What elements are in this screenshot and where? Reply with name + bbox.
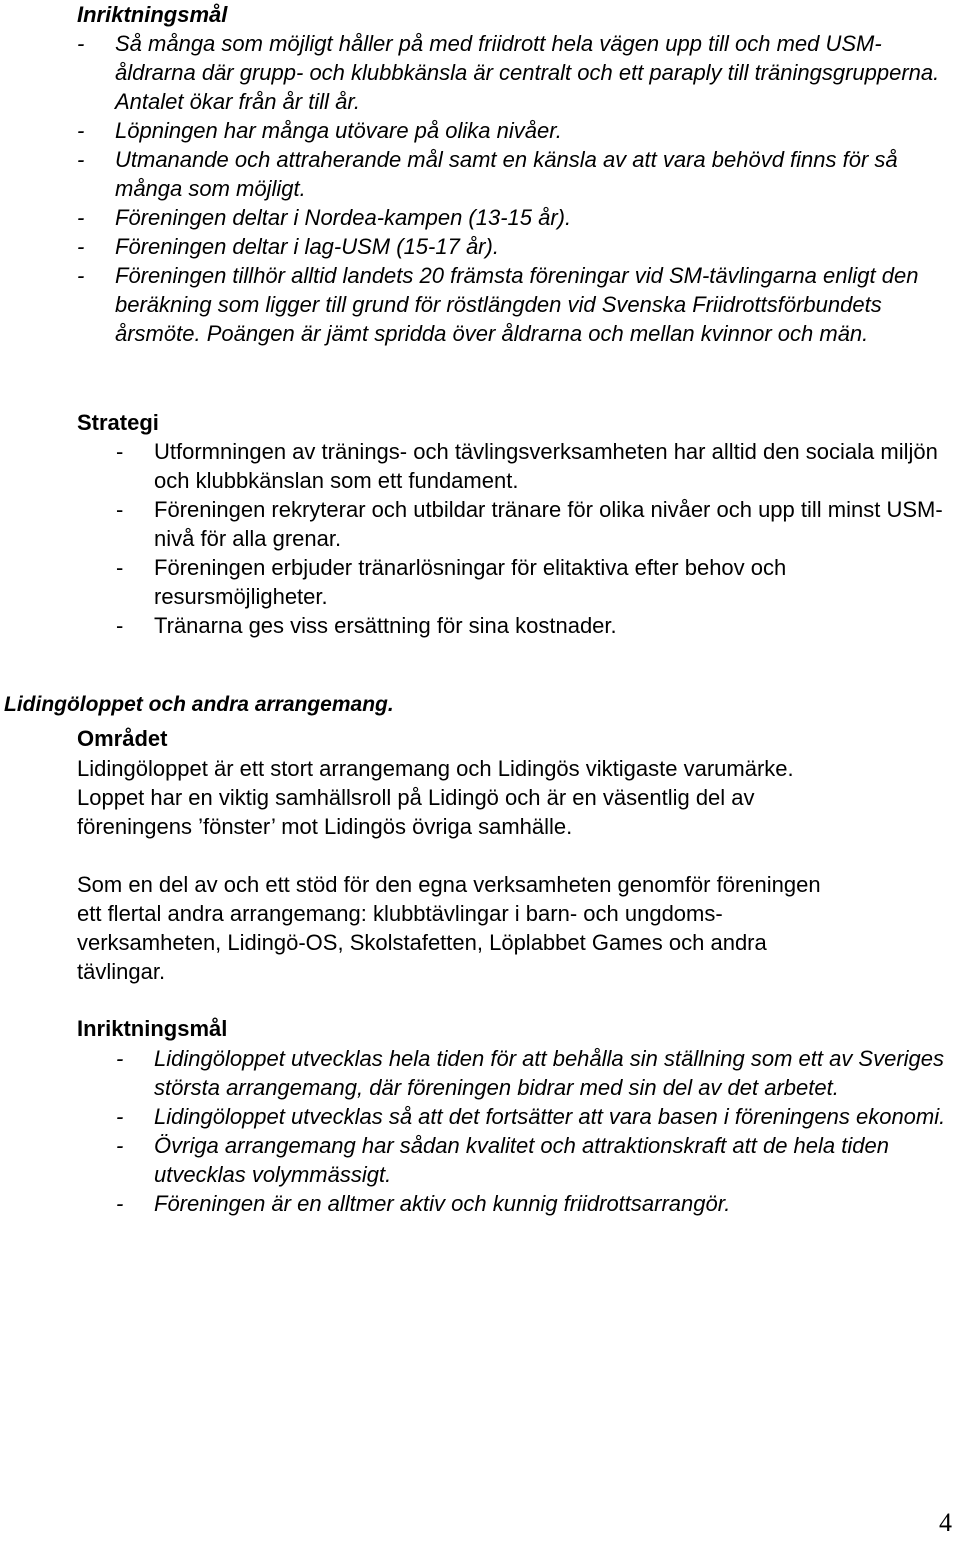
paragraph-line: föreningens ’fönster’ mot Lidingös övriga samhälle.	[77, 814, 573, 839]
list-dash: -	[116, 1104, 124, 1129]
list-item	[0, 232, 950, 261]
list-item-text: Föreningen är en alltmer aktiv och kunnig friidrottsarrangör.	[154, 1191, 731, 1216]
list-item	[0, 29, 950, 116]
list-item	[77, 1131, 957, 1189]
section3-list	[77, 1044, 957, 1218]
list-item-text: Föreningen rekryterar och utbildar tränare för olika nivåer och upp till minst USM-nivå för alla grenar.	[154, 497, 943, 551]
list-item	[77, 1044, 957, 1102]
list-dash: -	[77, 205, 85, 230]
list-dash: -	[116, 1133, 124, 1158]
paragraph-line: verksamheten, Lidingö-OS, Skolstafetten, Löplabbet Games och andra	[77, 930, 767, 955]
list-dash: -	[77, 147, 85, 172]
list-item	[77, 1189, 957, 1218]
section3-paragraph2	[77, 870, 950, 986]
list-item-text: Utformningen av tränings- och tävlingsverksamheten har alltid den sociala miljön och klubbkänslan som ett fundament.	[154, 439, 938, 493]
section3-heading2: Inriktningsmål	[77, 1016, 228, 1041]
list-item	[0, 203, 950, 232]
section2-heading-wrap	[77, 408, 937, 437]
list-item-text: Löpningen har många utövare på olika nivåer.	[115, 118, 562, 143]
paragraph-line: Som en del av och ett stöd för den egna verksamheten genomför föreningen	[77, 872, 821, 897]
list-dash: -	[77, 118, 85, 143]
list-item-text: Föreningen deltar i Nordea-kampen (13-15 år).	[115, 205, 572, 230]
list-item-text: Föreningen erbjuder tränarlösningar för elitaktiva efter behov och resursmöjligheter.	[154, 555, 787, 609]
list-item	[77, 495, 950, 553]
paragraph-line: Lidingöloppet är ett stort arrangemang och Lidingös viktigaste varumärke.	[77, 756, 794, 781]
section3-paragraph1	[77, 754, 950, 841]
list-item-text: Lidingöloppet utvecklas så att det fortsätter att vara basen i föreningens ekonomi.	[154, 1104, 946, 1129]
paragraph-line: tävlingar.	[77, 959, 166, 984]
section3-title: Lidingöloppet och andra arrangemang.	[4, 693, 394, 716]
list-item	[77, 437, 950, 495]
list-dash: -	[116, 613, 124, 638]
list-item	[77, 1102, 957, 1131]
list-dash: -	[77, 31, 85, 56]
list-dash: -	[77, 234, 85, 259]
list-item-text: Så många som möjligt håller på med friidrott hela vägen upp till och med USM-åldrarna där grupp- och klubbkänsla är centralt och ett paraply till träningsgrupperna. Antalet ökar från år till år.	[115, 31, 940, 114]
list-dash: -	[116, 439, 124, 464]
list-item-text: Tränarna ges viss ersättning för sina kostnader.	[154, 613, 617, 638]
section3-subheading-wrap	[77, 724, 937, 753]
section3-title-wrap	[4, 690, 904, 719]
paragraph-line: ett flertal andra arrangemang: klubbtävlingar i barn- och ungdoms-	[77, 901, 723, 926]
list-item	[77, 611, 950, 640]
list-dash: -	[116, 1191, 124, 1216]
section2-heading: Strategi	[77, 410, 159, 435]
list-dash: -	[116, 555, 124, 580]
list-item	[0, 116, 950, 145]
list-item-text: Utmanande och attraherande mål samt en känsla av att vara behövd finns för så många som möjligt.	[115, 147, 898, 201]
list-item-text: Föreningen deltar i lag-USM (15-17 år).	[115, 234, 499, 259]
list-dash: -	[116, 1046, 124, 1071]
section1-heading: Inriktningsmål	[77, 2, 228, 27]
section2-list	[77, 437, 950, 640]
section3-subheading: Området	[77, 726, 168, 751]
list-item	[0, 145, 950, 203]
paragraph-line: Loppet har en viktig samhällsroll på Lidingö och är en väsentlig del av	[77, 785, 755, 810]
section1-heading-wrap	[77, 0, 947, 29]
list-item-text: Övriga arrangemang har sådan kvalitet och attraktionskraft att de hela tiden utvecklas volymmässigt.	[154, 1133, 889, 1187]
section3-heading2-wrap	[77, 1014, 937, 1043]
list-dash: -	[116, 497, 124, 522]
section1-list	[0, 29, 950, 348]
list-dash: -	[77, 263, 85, 288]
list-item	[77, 553, 950, 611]
list-item-text: Lidingöloppet utvecklas hela tiden för att behålla sin ställning som ett av Sveriges största arrangemang, där föreningen bidrar med sin del av det arbetet.	[154, 1046, 945, 1100]
page-number: 4	[939, 1508, 952, 1537]
list-item	[0, 261, 950, 348]
list-item-text: Föreningen tillhör alltid landets 20 främsta föreningar vid SM-tävlingarna enligt den beräkning som ligger till grund för röstlängden vid Svenska Friidrottsförbundets årsmöte. Poängen är jämt spridda över åldrarna och mellan kvinnor och män.	[115, 263, 919, 346]
